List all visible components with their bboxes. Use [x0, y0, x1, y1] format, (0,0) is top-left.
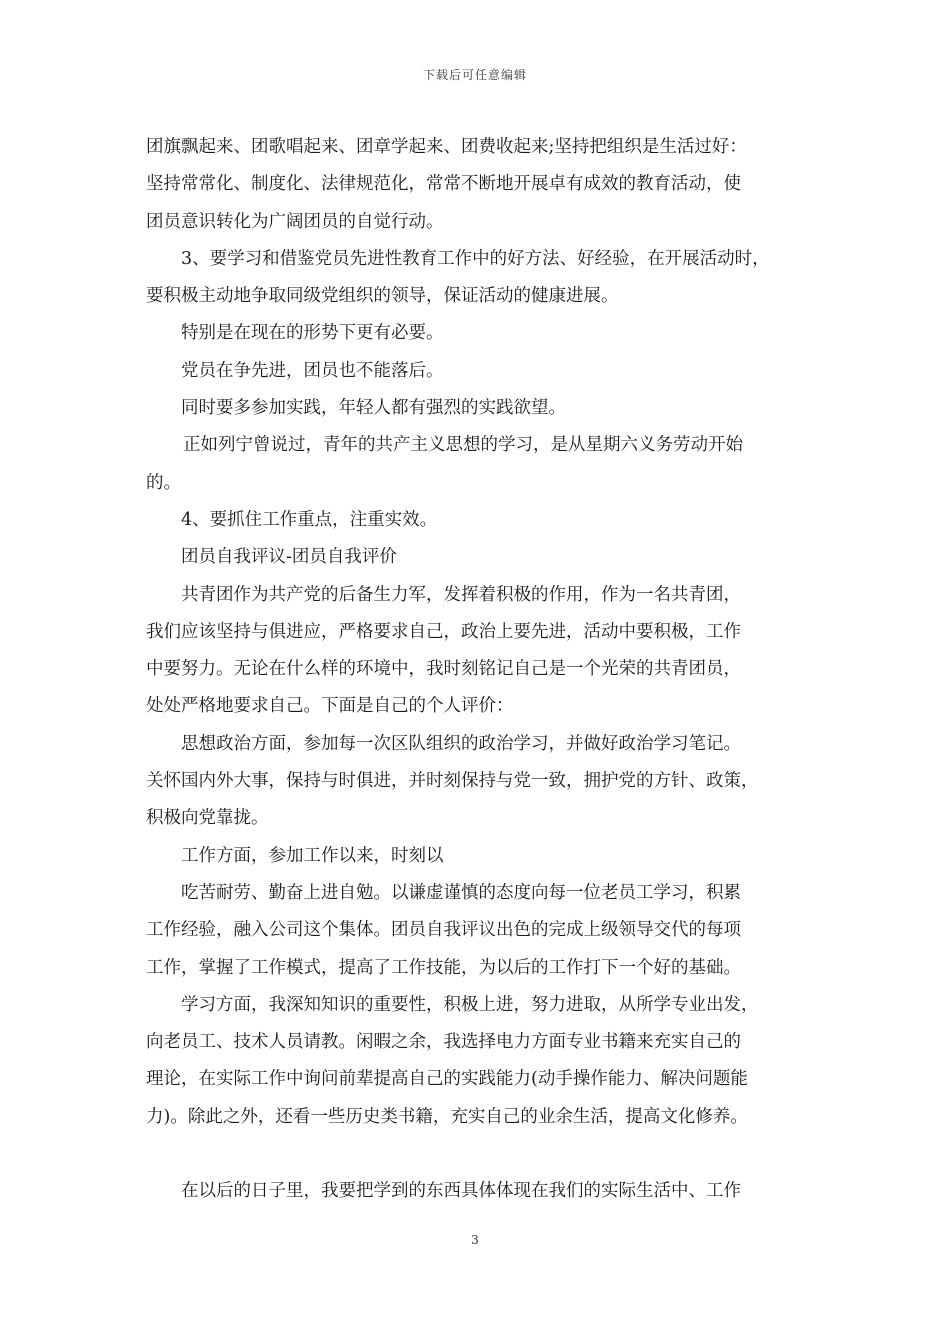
- text-line: 学习方面，我深知知识的重要性，积极上进，努力进取，从所学专业出发，: [181, 994, 759, 1015]
- text-line: 在以后的日子里，我要把学到的东西具体体现在我们的实际生活中、工作: [181, 1181, 741, 1202]
- text-line: 共青团作为共产党的后备生力军，发挥着积极的作用，作为一名共青团，: [181, 584, 741, 605]
- text-line: 吃苦耐劳、勤奋上进自勉。以谦虚谨慎的态度向每一位老员工学习，积累: [181, 882, 741, 903]
- text-line: 理论，在实际工作中询问前辈提高自己的实践能力(动手操作能力、解决问题能: [146, 1069, 748, 1090]
- text-line: 积极向党靠拢。: [146, 808, 269, 829]
- text-line: 力)。除此之外，还看一些历史类书籍，充实自己的业余生活，提高文化修养。: [146, 1106, 748, 1127]
- section-heading: 团员自我评议-团员自我评价: [181, 547, 397, 568]
- text-line: 的。: [146, 472, 181, 493]
- document-body: [146, 129, 810, 1211]
- text-line: 党员在争先进，团员也不能落后。: [181, 360, 444, 381]
- text-line: 中要努力。无论在什么样的环境中，我时刻铭记自己是一个光荣的共青团员，: [146, 659, 741, 680]
- text-line: 坚持常常化、制度化、法律规范化，常常不断地开展卓有成效的教育活动，使: [146, 174, 741, 195]
- text-line: 思想政治方面，参加每一次区队组织的政治学习，并做好政治学习笔记。: [181, 733, 741, 754]
- text-line: 特别是在现在的形势下更有必要。: [181, 323, 444, 344]
- page-number: 3: [471, 1233, 479, 1247]
- text-line: 团旗飘起来、团歌唱起来、团章学起来、团费收起来;坚持把组织是生活过好：: [146, 137, 747, 157]
- text-line: 3、要学习和借鉴党员先进性教育工作中的好方法、好经验，在开展活动时，: [181, 248, 770, 269]
- text-line: 工作经验，融入公司这个集体。团员自我评议出色的完成上级领导交代的每项: [146, 920, 741, 941]
- text-line: 要积极主动地争取同级党组织的领导，保证活动的健康进展。: [146, 286, 619, 307]
- page-header: 下载后可任意编辑: [422, 68, 527, 82]
- text-line: 正如列宁曾说过，青年的共产主义思想的学习，是从星期六义务劳动开始: [183, 435, 743, 456]
- text-line: 工作方面，参加工作以来，时刻以: [181, 845, 444, 866]
- text-line: 我们应该坚持与俱进应，严格要求自己，政治上要先进，活动中要积极，工作: [146, 621, 741, 642]
- text-line: 4、要抓住工作重点，注重实效。: [181, 509, 438, 530]
- text-line: 同时要多参加实践，年轻人都有强烈的实践欲望。: [181, 398, 566, 419]
- text-line: 工作，掌握了工作模式，提高了工作技能，为以后的工作打下一个好的基础。: [146, 957, 741, 978]
- text-line: 处处严格地要求自己。下面是自己的个人评价：: [146, 696, 514, 717]
- paragraph-gap: [146, 1136, 810, 1173]
- text-line: 关怀国内外大事，保持与时俱进，并时刻保持与党一致，拥护党的方针、政策，: [146, 771, 759, 792]
- text-line: 团员意识转化为广阔团员的自觉行动。: [146, 211, 444, 232]
- text-line: 向老员工、技术人员请教。闲暇之余，我选择电力方面专业书籍来充实自己的: [146, 1032, 741, 1053]
